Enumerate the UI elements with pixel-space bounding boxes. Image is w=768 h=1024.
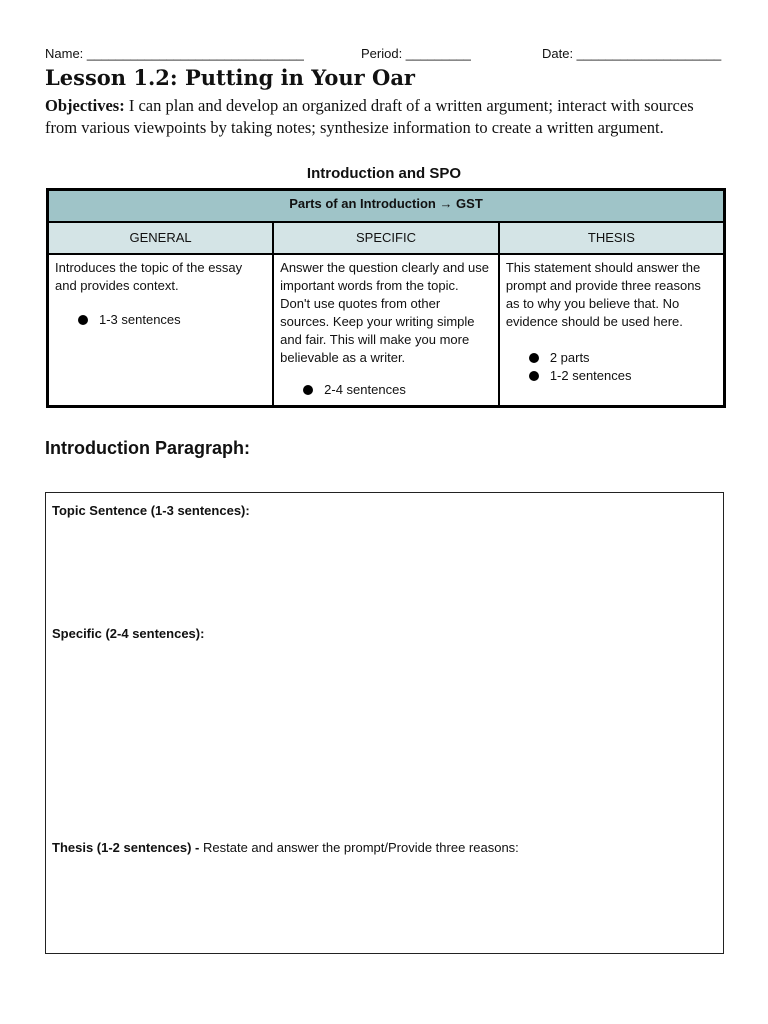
- period-field-label: Period: _________: [361, 46, 471, 61]
- lesson-title: Lesson 1.2: Putting in Your Oar: [45, 65, 415, 90]
- bullet-item: 2-4 sentences: [324, 381, 492, 399]
- topic-sentence-label: [52, 503, 250, 518]
- objectives: [45, 95, 725, 139]
- bullet-item: 1-2 sentences: [550, 367, 717, 385]
- table-caption: Parts of an Introduction → GST: [48, 190, 725, 223]
- date-field-label: Date: ____________________: [542, 46, 722, 61]
- objectives-label: Objectives:: [45, 96, 125, 115]
- specific-cell: [273, 254, 499, 407]
- general-cell: [48, 254, 274, 407]
- specific-bullets: [280, 381, 492, 399]
- specific-label-text: Specific (2-4 sentences):: [52, 626, 205, 641]
- name-field-label: Name: ______________________________: [45, 46, 304, 61]
- general-description: Introduces the topic of the essay and provides context.: [55, 260, 243, 293]
- thesis-description: This statement should answer the prompt and provide three reasons as to why you believe that. No evidence should be used here.: [505, 260, 701, 329]
- thesis-bullets: [506, 349, 717, 384]
- column-header-thesis: THESIS: [499, 222, 725, 254]
- intro-paragraph-box[interactable]: [45, 492, 724, 954]
- thesis-cell: [499, 254, 725, 407]
- section-title: Introduction and SPO: [306, 165, 462, 182]
- spo-table: [46, 188, 726, 408]
- specific-description: Answer the question clearly and use important words from the topic. Don't use quotes from other sources. Keep your writing simple and fair. This will make you more believable as a writer.: [280, 260, 490, 365]
- objectives-text: I can plan and develop an organized draft of a written argument; interact with sources from various viewpoints by taking notes; synthesize information to create a written argument.: [45, 96, 694, 137]
- bullet-item: 1-3 sentences: [99, 311, 266, 329]
- thesis-label-instructions: Restate and answer the prompt/Provide three reasons:: [203, 840, 519, 855]
- intro-paragraph-heading: Introduction Paragraph:: [45, 438, 251, 458]
- topic-sentence-label-text: Topic Sentence (1-3 sentences):: [52, 503, 250, 518]
- column-header-specific: SPECIFIC: [273, 222, 499, 254]
- bullet-item: 2 parts: [550, 349, 717, 367]
- column-header-general: GENERAL: [48, 222, 274, 254]
- general-bullets: [55, 311, 266, 329]
- thesis-label-bold: Thesis (1-2 sentences) -: [52, 840, 203, 855]
- thesis-label: [52, 840, 519, 855]
- specific-label: [52, 626, 204, 641]
